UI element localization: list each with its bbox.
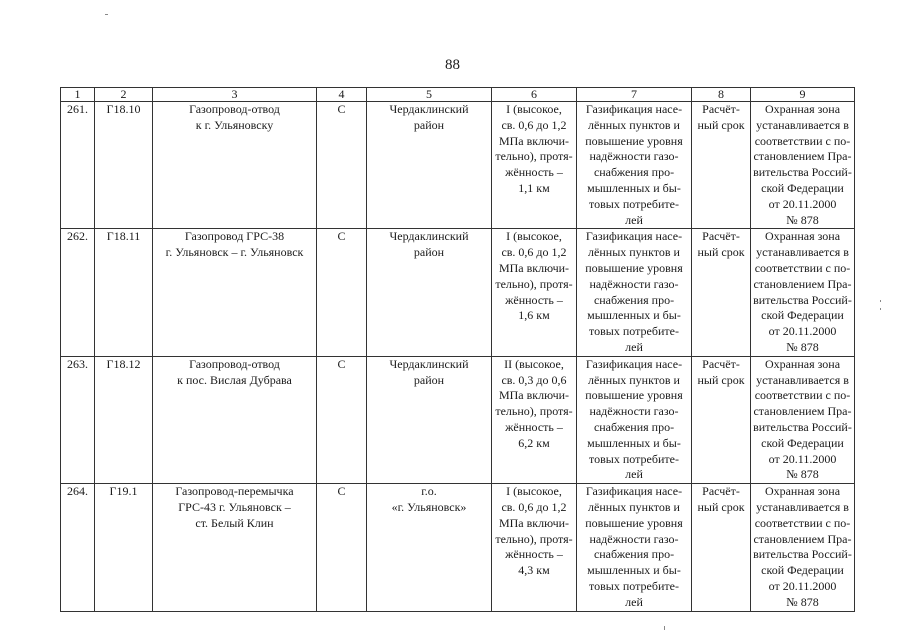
term-cell: [692, 484, 751, 611]
cell-line: повышение уровня: [585, 388, 683, 403]
protection-zone-cell: [751, 102, 855, 229]
cell-line: товых потребите-: [589, 578, 679, 593]
status-cell: С: [317, 102, 367, 229]
cell-line: тельно), протя-: [495, 149, 573, 164]
cell-line: район: [413, 117, 445, 132]
cell-line: ный срок: [697, 117, 745, 132]
purpose-cell: [577, 102, 692, 229]
cell-line: 6,2 км: [518, 435, 550, 450]
scan-speck: [664, 626, 665, 630]
cell-line: св. 0,6 до 1,2: [501, 245, 567, 260]
cell-line: св. 0,6 до 1,2: [501, 499, 567, 514]
register-table: [60, 87, 855, 612]
object-name-cell: [153, 102, 317, 229]
cell-line: 4,3 км: [518, 563, 550, 578]
cell-line: ской Федерации: [761, 308, 844, 323]
cell-line: становлением Пра-: [753, 404, 852, 419]
cell-line: Расчёт-: [702, 102, 740, 116]
cell-line: от 20.11.2000: [768, 451, 837, 466]
cell-line: вительства Россий-: [753, 419, 852, 434]
cell-line: Газопровод-отвод: [189, 356, 280, 371]
protection-zone-cell: [751, 229, 855, 356]
table-row: [61, 102, 855, 229]
column-header: 8: [692, 88, 751, 102]
cell-line: г. Ульяновск – г. Ульяновск: [165, 245, 304, 260]
column-header: 7: [577, 88, 692, 102]
cell-line: I (высокое,: [506, 484, 562, 499]
cell-line: 1,6 км: [518, 308, 550, 323]
cell-line: повышение уровня: [585, 515, 683, 530]
column-header: 3: [153, 88, 317, 102]
cell-line: I (высокое,: [506, 229, 562, 244]
district-cell: [367, 484, 492, 611]
cell-line: вительства Россий-: [753, 165, 852, 180]
cell-line: жённость –: [505, 547, 563, 562]
cell-line: ГРС-43 г. Ульяновск –: [178, 499, 291, 514]
cell-line: МПа включи-: [498, 388, 570, 403]
object-code-cell: Г18.11: [95, 229, 153, 356]
term-cell: [692, 102, 751, 229]
table-row: [61, 484, 855, 611]
cell-line: от 20.11.2000: [768, 196, 837, 211]
cell-line: соответствии с по-: [754, 515, 851, 530]
cell-line: № 878: [786, 212, 819, 227]
cell-line: ской Федерации: [761, 435, 844, 450]
purpose-cell: [577, 356, 692, 483]
cell-line: МПа включи-: [498, 515, 570, 530]
cell-line: тельно), протя-: [495, 404, 573, 419]
status-cell: С: [317, 356, 367, 483]
cell-line: жённость –: [505, 419, 563, 434]
cell-line: мышленных и бы-: [587, 308, 681, 323]
cell-line: от 20.11.2000: [768, 578, 837, 593]
row-number-cell: 264.: [61, 484, 95, 611]
cell-line: лённых пунктов и: [588, 372, 680, 387]
page-number: 88: [445, 57, 460, 73]
term-cell: [692, 356, 751, 483]
cell-line: Газопровод ГРС-38: [184, 229, 285, 244]
cell-line: № 878: [786, 339, 819, 354]
cell-line: № 878: [786, 467, 819, 482]
cell-line: надёжности газо-: [589, 276, 679, 291]
cell-line: Расчёт-: [702, 356, 740, 371]
cell-line: лей: [625, 212, 643, 227]
cell-line: мышленных и бы-: [587, 563, 681, 578]
district-cell: [367, 356, 492, 483]
cell-line: 1,1 км: [518, 180, 550, 195]
protection-zone-cell: [751, 356, 855, 483]
cell-line: лённых пунктов и: [588, 117, 680, 132]
cell-line: Расчёт-: [702, 229, 740, 244]
cell-line: соответствии с по-: [754, 133, 851, 148]
cell-line: соответствии с по-: [754, 388, 851, 403]
cell-line: св. 0,3 до 0,6: [501, 372, 567, 387]
status-cell: С: [317, 484, 367, 611]
cell-line: Чердаклинский: [389, 356, 469, 371]
parameters-cell: [492, 102, 577, 229]
cell-line: снабжения про-: [593, 165, 675, 180]
cell-line: Газификация насе-: [585, 102, 683, 116]
cell-line: вительства Россий-: [753, 547, 852, 562]
object-code-cell: Г18.12: [95, 356, 153, 483]
cell-line: Газификация насе-: [585, 484, 683, 499]
cell-line: становлением Пра-: [753, 531, 852, 546]
column-header: 9: [751, 88, 855, 102]
cell-line: ный срок: [697, 372, 745, 387]
cell-line: Охранная зона: [764, 484, 841, 499]
cell-line: «г. Ульяновск»: [391, 499, 467, 514]
cell-line: товых потребите-: [589, 451, 679, 466]
cell-line: повышение уровня: [585, 133, 683, 148]
cell-line: становлением Пра-: [753, 149, 852, 164]
column-header: 1: [61, 88, 95, 102]
parameters-cell: [492, 356, 577, 483]
status-cell: С: [317, 229, 367, 356]
cell-line: лённых пунктов и: [588, 245, 680, 260]
cell-line: район: [413, 245, 445, 260]
row-number-cell: 263.: [61, 356, 95, 483]
cell-line: ской Федерации: [761, 563, 844, 578]
cell-line: ный срок: [697, 499, 745, 514]
cell-line: жённость –: [505, 292, 563, 307]
cell-line: устанавливается в: [756, 117, 849, 132]
cell-line: Газификация насе-: [585, 229, 683, 244]
cell-line: II (высокое,: [504, 356, 564, 371]
cell-line: Газификация насе-: [585, 356, 683, 371]
term-cell: [692, 229, 751, 356]
cell-line: жённость –: [505, 165, 563, 180]
cell-line: снабжения про-: [593, 547, 675, 562]
cell-line: к г. Ульяновску: [195, 117, 274, 132]
cell-line: мышленных и бы-: [587, 435, 681, 450]
scan-speck: [880, 300, 881, 302]
cell-line: соответствии с по-: [754, 260, 851, 275]
cell-line: № 878: [786, 594, 819, 609]
object-name-cell: [153, 484, 317, 611]
scan-speck: [880, 308, 881, 310]
cell-line: устанавливается в: [756, 499, 849, 514]
table-row: [61, 356, 855, 483]
parameters-cell: [492, 484, 577, 611]
cell-line: устанавливается в: [756, 372, 849, 387]
cell-line: Газопровод-отвод: [189, 102, 280, 116]
district-cell: [367, 102, 492, 229]
cell-line: тельно), протя-: [495, 276, 573, 291]
cell-line: лей: [625, 594, 643, 609]
cell-line: тельно), протя-: [495, 531, 573, 546]
cell-line: район: [413, 372, 445, 387]
object-code-cell: Г18.10: [95, 102, 153, 229]
scan-speck: [105, 14, 108, 15]
cell-line: ный срок: [697, 245, 745, 260]
table-row: [61, 229, 855, 356]
cell-line: товых потребите-: [589, 196, 679, 211]
column-header: 6: [492, 88, 577, 102]
cell-line: г.о.: [421, 484, 437, 499]
cell-line: товых потребите-: [589, 324, 679, 339]
cell-line: надёжности газо-: [589, 149, 679, 164]
cell-line: Охранная зона: [764, 102, 841, 116]
purpose-cell: [577, 229, 692, 356]
cell-line: Газопровод-перемычка: [175, 484, 294, 499]
cell-line: надёжности газо-: [589, 404, 679, 419]
column-header: 2: [95, 88, 153, 102]
parameters-cell: [492, 229, 577, 356]
protection-zone-cell: [751, 484, 855, 611]
cell-line: надёжности газо-: [589, 531, 679, 546]
row-number-cell: 262.: [61, 229, 95, 356]
cell-line: снабжения про-: [593, 419, 675, 434]
cell-line: мышленных и бы-: [587, 180, 681, 195]
object-name-cell: [153, 356, 317, 483]
cell-line: от 20.11.2000: [768, 324, 837, 339]
column-header: 4: [317, 88, 367, 102]
cell-line: I (высокое,: [506, 102, 562, 116]
cell-line: лённых пунктов и: [588, 499, 680, 514]
cell-line: Чердаклинский: [389, 229, 469, 244]
cell-line: к пос. Вислая Дубрава: [177, 372, 292, 387]
cell-line: ской Федерации: [761, 180, 844, 195]
object-code-cell: Г19.1: [95, 484, 153, 611]
cell-line: Охранная зона: [764, 356, 841, 371]
cell-line: снабжения про-: [593, 292, 675, 307]
cell-line: повышение уровня: [585, 260, 683, 275]
row-number-cell: 261.: [61, 102, 95, 229]
header-row: [61, 88, 855, 102]
district-cell: [367, 229, 492, 356]
cell-line: св. 0,6 до 1,2: [501, 117, 567, 132]
cell-line: становлением Пра-: [753, 276, 852, 291]
cell-line: лей: [625, 339, 643, 354]
purpose-cell: [577, 484, 692, 611]
cell-line: Чердаклинский: [389, 102, 469, 116]
cell-line: устанавливается в: [756, 245, 849, 260]
cell-line: вительства Россий-: [753, 292, 852, 307]
cell-line: Охранная зона: [764, 229, 841, 244]
column-header: 5: [367, 88, 492, 102]
cell-line: МПа включи-: [498, 260, 570, 275]
cell-line: Расчёт-: [702, 484, 740, 499]
cell-line: ст. Белый Клин: [195, 515, 274, 530]
cell-line: МПа включи-: [498, 133, 570, 148]
cell-line: лей: [625, 467, 643, 482]
object-name-cell: [153, 229, 317, 356]
